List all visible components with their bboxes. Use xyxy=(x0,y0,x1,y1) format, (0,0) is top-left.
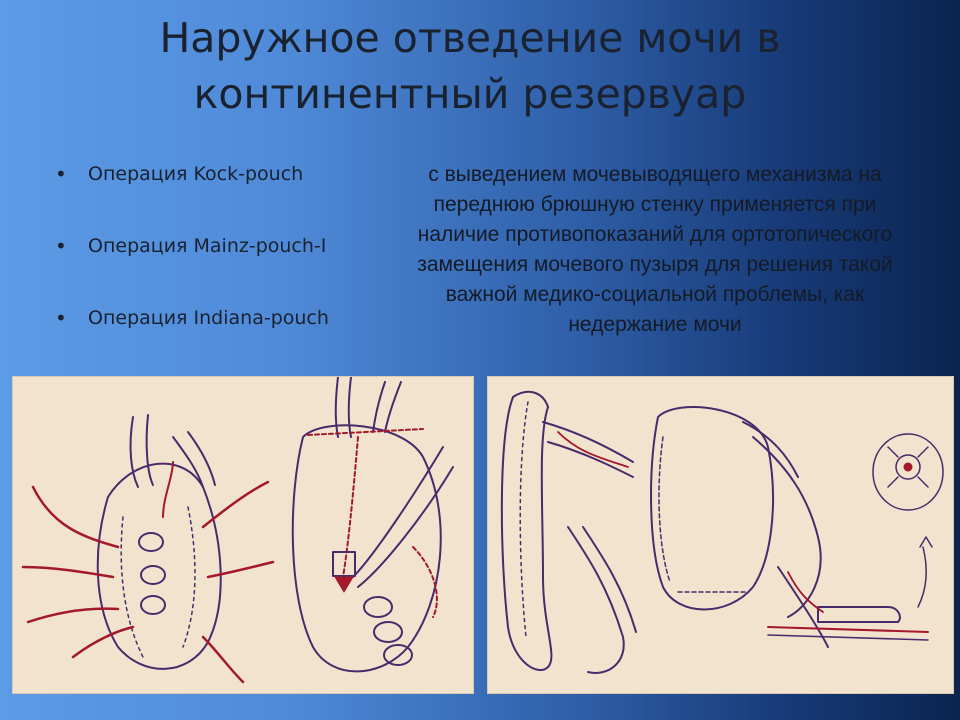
list-item: • Операция Mainz-pouch-I xyxy=(55,230,385,302)
description-text: с выведением мочевыводящего механизма на переднюю брюшную стенку применяется при наличие противопоказаний для ортотопического замещения мочевого пузыря для решения такой важной медико-социальной проблемы, как недержание мочи xyxy=(417,163,893,336)
title-line-2: континентный резервуар xyxy=(193,70,747,118)
operations-list xyxy=(55,158,385,374)
list-item: • Операция Indiana-pouch xyxy=(55,302,385,374)
indiana-pouch-illustration xyxy=(487,376,954,694)
kock-pouch-illustration xyxy=(12,376,474,694)
title-line-1: Наружное отведение мочи в xyxy=(159,14,781,62)
slide-title xyxy=(100,10,840,122)
list-item: • Операция Kock-pouch xyxy=(55,158,385,230)
